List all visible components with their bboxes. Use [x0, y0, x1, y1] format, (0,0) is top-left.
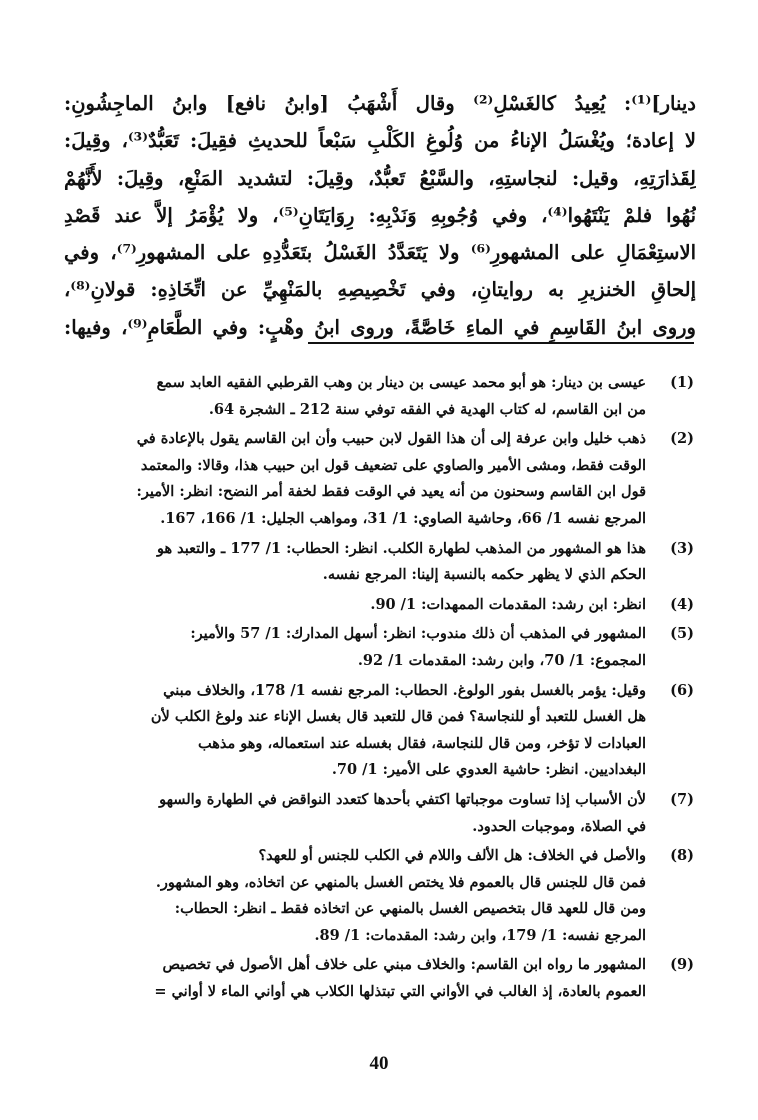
- footnote-line: البغداديين. انظر: حاشية العدوي على الأمير: 1/ 70.: [331, 761, 646, 779]
- footnote-body: [60, 621, 646, 674]
- footnote-body: [60, 536, 646, 589]
- footnote-body: [60, 678, 646, 784]
- footnote-body: [60, 787, 646, 840]
- footnote-body: [60, 370, 646, 423]
- footnote: [60, 787, 694, 840]
- footnote-body: [60, 592, 646, 619]
- footnote-number: (4): [670, 595, 694, 613]
- footnote-line: ذهب خليل وابن عرفة إلى أن هذا القول لابن حبيب وأن ابن القاسم يقول بالإعادة في: [136, 430, 646, 448]
- footnote: [60, 426, 694, 532]
- footnote-line: في الصلاة، وموجبات الحدود.: [472, 817, 646, 835]
- footnote-line: العبادات لا تؤخر، ومن قال للنجاسة، فقال بغسله عند استعماله، وهو مذهب: [197, 734, 646, 752]
- footnote-number: (6): [670, 681, 694, 699]
- footnote: [60, 678, 694, 784]
- main-text-line: لِقَذارَتِهِ، وقيل: لنجاستِهِ، والسَّبْعُ تَعبُّدٌ، وقِيلَ: لتشديد المَنْعِ، وقِيلَ: لأَنَّهُمْ: [64, 166, 696, 190]
- footnote-line: العموم بالعادة، إذ الغالب في الأواني التي تبتذلها الكلاب هي أواني الماء لا أواني =: [154, 983, 646, 1001]
- footnote-line: المرجع نفسه: 1/ 179، وابن رشد: المقدمات: 1/ 89.: [314, 926, 646, 944]
- footnote: [60, 536, 694, 589]
- footnote-line: هل الغسل للتعبد أو للنجاسة؟ فمن قال للتعبد قال بغسل الإناء عند ولوغ الكلب لأن: [150, 708, 646, 726]
- main-text-line: إلحاقِ الخنزيرِ به روايتانِ، وفي تَخْصِيصِهِ بالمَنْهِيِّ عن اتِّخَاذِهِ: قولانِ⁽⁸⁾،: [64, 278, 696, 302]
- footnote-line: ومن قال للعهد قال بتخصيص الغسل بالمنهي عن اتخاذه فقط ـ انظر: الحطاب:: [174, 900, 646, 918]
- footnote-line: الحكم الذي لا يظهر حكمه بالنسبة إلينا: المرجع نفسه.: [322, 566, 646, 584]
- footnote-line: المجموع: 1/ 70، وابن رشد: المقدمات 1/ 92.: [357, 651, 646, 669]
- footnote-line: فمن قال للجنس قال بالعموم فلا يختص الغسل بالمنهي عن اتخاذه، وهو المشهور.: [155, 873, 646, 891]
- main-text-line: لا إعادة؛ ويُغْسَلُ الإناءُ من وُلُوغِ الكَلْبِ سَبْعاً للحديثِ فقِيلَ: تَعَبُّدٌ⁽³⁾، وقِيلَ:: [64, 129, 696, 153]
- footnote-line: انظر: ابن رشد: المقدمات الممهدات: 1/ 90.: [370, 595, 646, 613]
- footnote-number: (8): [670, 847, 694, 865]
- footnote-line: المرجع نفسه 1/ 66، وحاشية الصاوي: 1/ 31، ومواهب الجليل: 1/ 166، 167.: [160, 509, 646, 527]
- footnote-number: (2): [670, 430, 694, 448]
- footnote-line: وقيل: يؤمر بالغسل بفور الولوغ. الحطاب: المرجع نفسه 1/ 178، والخلاف مبني: [163, 681, 646, 699]
- footnote-number: (1): [670, 374, 694, 391]
- footnote-body: [60, 952, 646, 1005]
- footnote-number: (7): [670, 790, 694, 808]
- main-text-line: نُهُوا فلمْ يَنْتَهُوا⁽⁴⁾، وفي وُجُوبِهِ وَنَدْبِهِ: رِوَايَتَانِ⁽⁵⁾، ولا يُؤْمَرُ إلاَّ عند قَصْدِ: [64, 203, 696, 227]
- footnote: [60, 621, 694, 674]
- main-text-line: وروى ابنُ القَاسِمِ في الماءِ خَاصَّةً، وروى ابنُ وهْبٍ: وفي الطَّعَامِ⁽⁹⁾، وفيها:: [64, 315, 696, 339]
- footnote-body: [60, 426, 646, 532]
- footnote: [60, 370, 694, 423]
- footnotes: [60, 370, 694, 1009]
- footnote-line: والأصل في الخلاف: هل الألف واللام في الكلب للجنس أو للعهد؟: [258, 847, 646, 865]
- page-number: 40: [369, 1053, 389, 1074]
- footnote-number: (5): [670, 625, 694, 643]
- footnote-line: قول ابن القاسم وسحنون من أنه يعيد في الوقت فقط لخفة أمر النضح: انظر: الأمير:: [136, 483, 646, 501]
- footnote-line: من ابن القاسم، له كتاب الهدية في الفقه توفي سنة 212 ـ الشجرة 64.: [208, 400, 646, 418]
- footnote-line: المشهور ما رواه ابن القاسم: والخلاف مبني على خلاف أهل الأصول في تخصيص: [162, 956, 646, 974]
- footnote: [60, 592, 694, 619]
- main-text-line: الاستِعْمَالِ على المشهورِ⁽⁶⁾ ولا يَتَعَدَّدُ الغَسْلُ بتَعَدُّدِهِ على المشهورِ⁽⁷⁾، وفي: [64, 241, 696, 265]
- main-text: [64, 85, 696, 346]
- footnote-number: (3): [670, 539, 694, 557]
- footnote-body: [60, 843, 646, 949]
- footnote-separator: [308, 342, 694, 344]
- footnote-number: (9): [670, 956, 694, 974]
- footnote-line: لأن الأسباب إذا تساوت موجباتها اكتفي بأحدها كتعدد النواقض في الطهارة والسهو: [159, 790, 646, 808]
- footnote-line: الوقت فقط، ومشى الأمير والصاوي على تضعيف قول ابن حبيب هذا، وقالا: والمعتمد: [140, 456, 646, 474]
- footnote: [60, 843, 694, 949]
- footnote-line: المشهور في المذهب أن ذلك مندوب: انظر: أسهل المدارك: 1/ 57 والأمير:: [190, 625, 646, 643]
- footnote: [60, 952, 694, 1005]
- footnote-line: عيسى بن دينار: هو أبو محمد عيسى بن دينار بن وهب القرطبي الفقيه العابد سمع: [156, 374, 646, 391]
- main-text-line: دينار]⁽¹⁾: يُعِيدُ كالغَسْلِ⁽²⁾ وقال أَشْهَبُ [وابنُ نافع] وابنُ الماجِشُونِ:: [64, 92, 696, 115]
- footnote-line: هذا هو المشهور من المذهب لطهارة الكلب. انظر: الحطاب: 1/ 177 ـ والتعبد هو: [157, 539, 646, 557]
